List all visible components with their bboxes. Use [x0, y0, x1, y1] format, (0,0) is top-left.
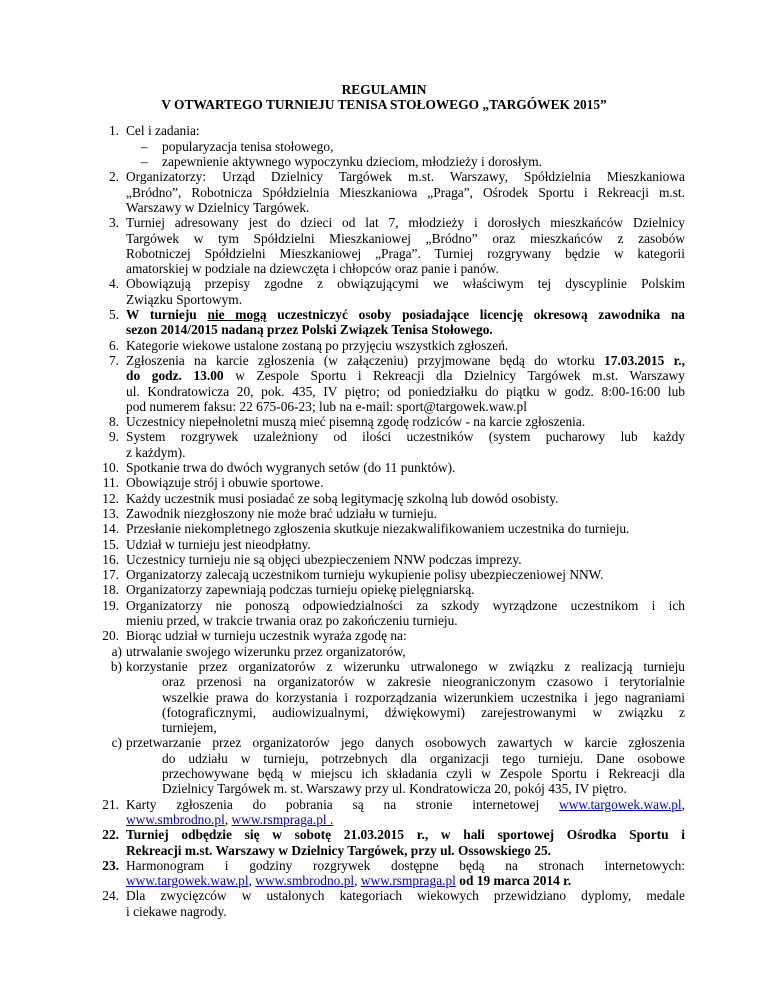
item-text: Każdy uczestnik musi posiadać ze sobą legitymację szkolną lub dowód osobisty.: [126, 490, 559, 506]
item-number: 18.: [102, 582, 119, 598]
item-number: 10.: [102, 460, 119, 475]
item-text: Obowiązują przepisy zgodne z obwiązującymi we właściwym tej dyscyplinie Polskim: [126, 276, 685, 292]
item-number: 4.: [108, 276, 119, 292]
item-text: mieniu przed, w trakcie trwania oraz po zakończeniu turnieju.: [126, 613, 458, 628]
item-number: 19.: [102, 597, 119, 613]
item-text: Organizatorzy nie ponoszą odpowiedzialności za szkody wyrządzone uczestnikom i ich: [126, 597, 685, 613]
text-run-bold: do godz. 13.00: [126, 368, 224, 384]
text-run: ,: [224, 811, 232, 827]
text-run: w Zespole Sportu i Rekreacji dla Dzielnicy Targówek m.st. Warszawy: [223, 368, 685, 384]
item-number: 1.: [108, 123, 119, 139]
item-text: [126, 873, 571, 889]
link-smbrodno[interactable]: www.smbrodno.pl: [255, 873, 355, 889]
item-text: popularyzacja tenisa stołowego,: [162, 138, 334, 154]
item-text: Turniej adresowany jest do dzieci od lat 7, młodzieży i dorosłych mieszkańców Dzielnicy: [126, 215, 685, 231]
subitem-letter: c): [111, 735, 122, 751]
item-text: turniejem,: [162, 720, 217, 736]
item-text: [126, 797, 685, 813]
text-run: Zgłoszenia na karcie zgłoszenia (w załączeniu) przyjmowane będą do wtorku: [126, 352, 605, 368]
item-text: sezon 2014/2015 nadaną przez Polski Związek Tenisa Stołowego.: [126, 322, 493, 338]
item-text: ul. Kondratowicza 20, pok. 435, IV piętro; od poniedziałku do piątku w godz. 8:00-16:00 lub: [126, 383, 685, 399]
item-text: Dzielnicy Targówek m. st. Warszawy przy ul. Kondratowicza 20, pokój 435, IV piętro.: [162, 781, 627, 797]
item-text: z każdym).: [126, 444, 186, 460]
item-text: [126, 353, 685, 369]
item-number: 13.: [102, 505, 119, 521]
item-text: Zawodnik niezgłoszony nie może brać udziału w turnieju.: [126, 505, 437, 521]
item-text: Obowiązuje strój i obuwie sportowe.: [126, 475, 324, 491]
item-text: Organizatorzy zapewniają podczas turnieju opiekę pielęgniarską.: [126, 582, 475, 598]
item-text: Udział w turnieju jest nieodpłatny.: [126, 536, 311, 552]
item-text: Organizatorzy: Urząd Dzielnicy Targówek m.st. Warszawy, Spółdzielnia Mieszkaniowa: [126, 169, 685, 185]
item-text: [126, 812, 333, 828]
text-run: uczestniczyć osoby posiadające licencję okresową zawodnika na: [266, 307, 685, 322]
link-smbrodno[interactable]: www.smbrodno.pl: [126, 811, 225, 827]
item-text: Biorąc udział w turnieju uczestnik wyraża zgodę na:: [126, 628, 407, 644]
item-text: oraz przenosi na organizatorów w zakresie nieograniczonym czasowo i terytorialnie: [162, 674, 685, 690]
text-run: ,: [681, 796, 685, 812]
item-number: 8.: [108, 414, 119, 430]
item-text: Harmonogram i godziny rozgrywek dostępne będą na stronach internetowych:: [126, 857, 685, 873]
item-number: 9.: [108, 429, 119, 445]
subitem-letter: a): [111, 643, 122, 659]
text-run-underlined: nie mogą: [207, 307, 267, 322]
item-text: Robotniczej Spółdzielni Mieszkaniowej „Praga”. Turniej rozgrywany będzie w kategorii: [126, 245, 685, 261]
text-run-bold: 17.03.2015 r.,: [604, 352, 685, 368]
item-text: Organizatorzy zalecają uczestnikom turnieju wykupienie polisy ubezpieczeniowej NNW.: [126, 567, 604, 583]
text-run-bold: od 19 marca 2014 r.: [455, 873, 572, 889]
item-number: 6.: [108, 337, 119, 353]
item-number: 12.: [102, 490, 119, 506]
item-text: i ciekawe nagrody.: [126, 903, 227, 919]
item-text: zapewnienie aktywnego wypoczynku dzieciom, młodzieży i dorosłym.: [162, 154, 543, 169]
item-number: 23.: [102, 857, 119, 873]
item-number: 17.: [102, 567, 119, 583]
item-text: Turniej odbędzie się w sobotę 21.03.2015 r., w hali sportowej Ośrodka Sportu i: [126, 827, 685, 843]
item-text: Warszawy w Dzielnicy Targówek.: [126, 199, 310, 215]
item-text: przetwarzanie przez organizatorów jego danych osobowych zawartych w karcie zgłoszenia: [126, 735, 685, 751]
item-number: 3.: [108, 215, 119, 231]
link-targowek[interactable]: www.targowek.waw.pl: [559, 796, 682, 812]
item-text: pod numerem faksu: 22 675-06-23; lub na e-mail: sport@targowek.waw.pl: [126, 398, 527, 414]
item-number: 5.: [108, 307, 119, 322]
item-text: Dla zwycięzców w ustalonych kategoriach wiekowych przewidziano dyplomy, medale: [126, 888, 685, 904]
item-number: 24.: [102, 888, 119, 904]
item-text: przechowywane będą w miejscu ich składania czyli w Zespole Sportu i Rekreacji dla: [162, 766, 685, 781]
item-text: Uczestnicy niepełnoletni muszą mieć pisemną zgodę rodziców - na karcie zgłoszenia.: [126, 414, 586, 430]
item-text: Targówek w tym Spółdzielni Mieszkaniowej „Bródno” oraz mieszkańców z zasobów: [126, 230, 685, 246]
item-number: 16.: [102, 551, 119, 567]
item-number: 7.: [108, 352, 119, 368]
item-text: Związku Sportowym.: [126, 291, 243, 307]
link-rsmpraga[interactable]: www.rsmpraga.pl: [360, 873, 456, 889]
link-rsmpraga[interactable]: www.rsmpraga.pl .: [231, 811, 334, 827]
bullet-dash: –: [141, 154, 148, 169]
text-run: Karty zgłoszenia do pobrania są na stronie internetowej: [126, 796, 560, 812]
link-targowek[interactable]: www.targowek.waw.pl: [126, 873, 249, 889]
item-number: 14.: [102, 521, 119, 537]
item-text: Rekreacji m.st. Warszawy w Dzielnicy Targówek, przy ul. Ossowskiego 25.: [126, 842, 552, 858]
item-text: [126, 307, 685, 323]
item-text: Cel i zadania:: [126, 123, 200, 139]
item-text: Kategorie wiekowe ustalone zostaną po przyjęciu wszystkich zgłoszeń.: [126, 337, 509, 353]
text-run: ,: [354, 873, 361, 889]
item-text: Spotkanie trwa do dwóch wygranych setów (do 11 punktów).: [126, 460, 456, 475]
item-text: Uczestnicy turnieju nie są objęci ubezpieczeniem NNW podczas imprezy.: [126, 551, 522, 567]
text-run: W turnieju: [126, 307, 208, 322]
item-text: utrwalanie swojego wizerunku przez organizatorów,: [126, 643, 406, 659]
item-number: 11.: [102, 475, 119, 491]
item-text: [126, 368, 685, 384]
item-text: do udziału w turnieju, potrzebnych dla organizacji tego turnieju. Dane osobowe: [162, 750, 685, 766]
item-number: 2.: [108, 169, 119, 185]
item-text: amatorskiej w podziale na dziewczęta i chłopców oraz panie i panów.: [126, 261, 499, 277]
item-text: korzystanie przez organizatorów z wizerunku utrwalonego w związku z realizacją turnieju: [126, 658, 685, 674]
item-text: (fotograficznymi, audiowizualnymi, dźwiękowymi) zarejestrowanymi w związku z: [162, 704, 685, 720]
item-text: System rozgrywek uzależniony od ilości uczestników (system pucharowy lub każdy: [126, 429, 685, 445]
subitem-letter: b): [110, 658, 122, 674]
document-title: REGULAMIN: [341, 82, 427, 97]
item-text: wszelkie prawa do korzystania i rozporządzania wizerunkiem uczestnika i jego nagraniami: [162, 689, 685, 705]
item-number: 22.: [102, 827, 119, 843]
document-subtitle: V OTWARTEGO TURNIEJU TENISA STOŁOWEGO „TARGÓWEK 2015”: [161, 97, 607, 113]
item-text: „Bródno”, Robotnicza Spółdzielnia Mieszkaniowa „Praga”, Ośrodek Sportu i Rekreacji m.st.: [126, 184, 685, 200]
item-number: 21.: [102, 796, 119, 812]
item-number: 20.: [102, 628, 119, 644]
text-run: ,: [248, 873, 256, 889]
item-text: Przesłanie niekompletnego zgłoszenia skutkuje niezakwalifikowaniem uczestnika do turnieju.: [126, 521, 630, 537]
bullet-dash: –: [141, 138, 148, 154]
item-number: 15.: [102, 536, 119, 552]
